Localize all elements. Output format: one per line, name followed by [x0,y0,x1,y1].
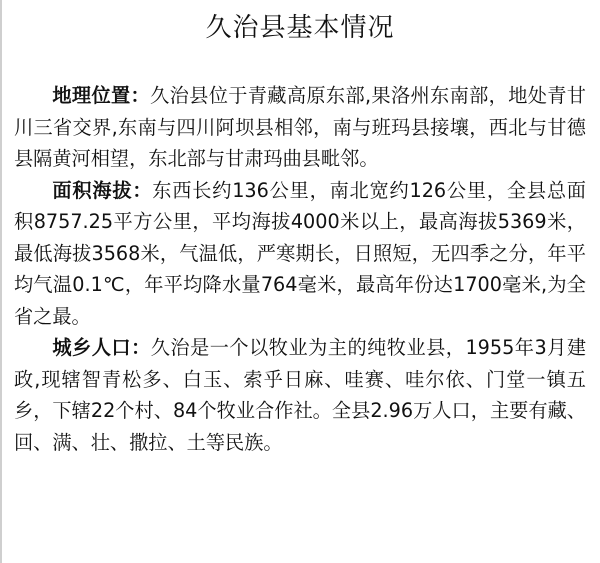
section-text: 东西长约136公里，南北宽约126公里，全县总面积8757.25平方公里，平均海拔4000米以上，最高海拔5369米，最低海拔3568米，气温低，严寒期长，日照短，无四季之分，年平均气温0.1℃，年平均降水量764毫米，最高年份达1700毫米,为全省之最。 [14,178,586,328]
section-population [14,332,586,458]
section-text: 久治县位于青藏高原东部,果洛州东南部，地处青甘川三省交界,东南与四川阿坝县相邻，南与班玛县接壤，西北与甘德县隔黄河相望，东北部与甘肃玛曲县毗邻。 [14,84,586,170]
section-text: 久治是一个以牧业为主的纯牧业县，1955年3月建政,现辖智青松多、白玉、索乎日麻、哇赛、哇尔依、门堂一镇五乡，下辖22个村、84个牧业合作社。全县2.96万人口，主要有藏、回、满、壮、撒拉、土等民族。 [14,336,586,454]
left-border [0,0,2,563]
document-body [14,0,586,458]
page-title: 久治县基本情况 [205,13,395,43]
section-label: 面积海拔： [52,178,153,202]
section-label: 地理位置： [52,84,151,107]
section-geography [14,80,586,175]
section-label: 城乡人口： [52,336,151,359]
section-area-altitude [14,175,586,333]
